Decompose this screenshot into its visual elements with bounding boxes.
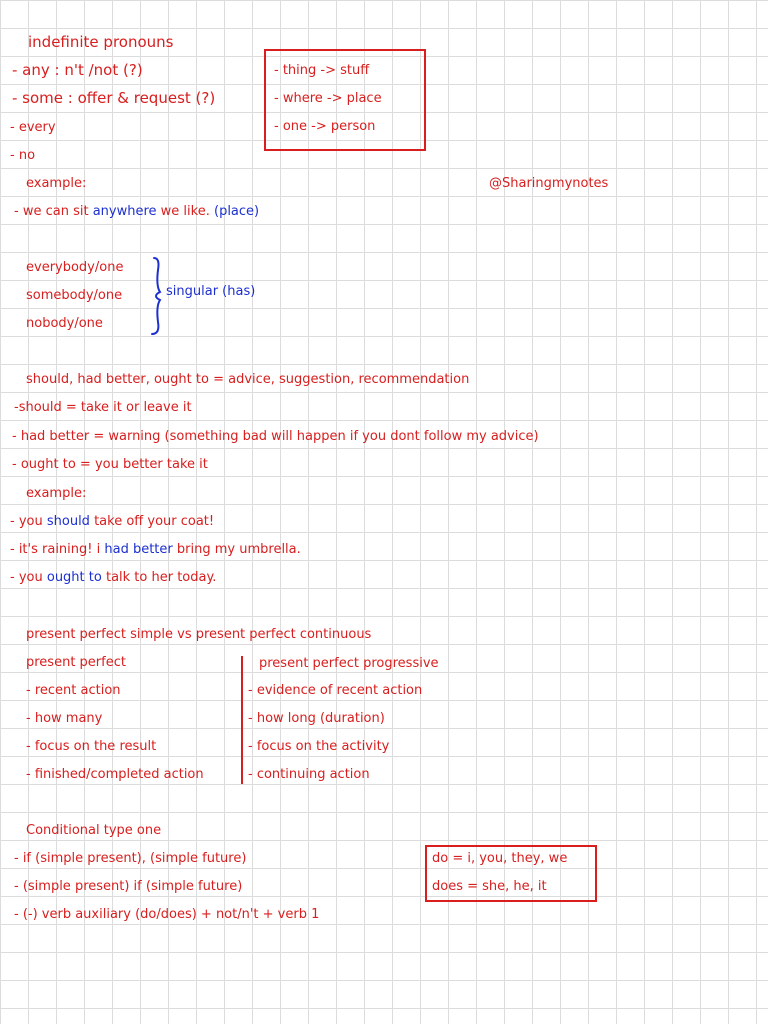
pronoun-item-any: - any : n't /not (?) <box>12 61 143 79</box>
group-item-somebody: somebody/one <box>26 288 123 303</box>
advice-example-1-highlight: should <box>46 514 90 529</box>
tense-divider <box>241 656 243 784</box>
conditional-item: - (-) verb auxiliary (do/does) + not/n't + verb 1 <box>14 907 320 922</box>
tense-right-item: - how long (duration) <box>248 711 385 726</box>
tense-left-item: - focus on the result <box>26 739 157 754</box>
group-label-singular: singular (has) <box>166 284 256 299</box>
pronoun-box-line-where: - where -> place <box>274 91 382 106</box>
do-line: do = i, you, they, we <box>432 851 568 866</box>
section-title-conditional: Conditional type one <box>26 823 162 838</box>
advice-example-3-highlight: ought to <box>46 570 102 585</box>
advice-example-label: example: <box>26 486 87 501</box>
pronoun-example-note: (place) <box>214 204 260 219</box>
advice-example-3 <box>10 570 216 586</box>
pronoun-example-post: we like. <box>160 204 210 219</box>
section-title-advice: should, had better, ought to = advice, suggestion, recommendation <box>26 372 470 387</box>
advice-example-2 <box>10 542 301 558</box>
pronoun-item-every: - every <box>10 120 56 135</box>
tense-left-header: present perfect <box>26 655 126 670</box>
pronoun-example-pre: - we can sit <box>14 204 89 219</box>
tense-right-item: - focus on the activity <box>248 739 390 754</box>
advice-example-3-pre: - you <box>10 570 43 585</box>
advice-example-1-post: take off your coat! <box>94 514 215 529</box>
pronoun-item-no: - no <box>10 148 36 163</box>
conditional-item: - (simple present) if (simple future) <box>14 879 243 894</box>
pronoun-box-line-one: - one -> person <box>274 119 376 134</box>
advice-item-ought-to: - ought to = you better take it <box>12 457 208 472</box>
tense-left-item: - finished/completed action <box>26 767 204 782</box>
tense-left-item: - recent action <box>26 683 121 698</box>
conditional-item: - if (simple present), (simple future) <box>14 851 247 866</box>
pronoun-example-label: example: <box>26 176 87 191</box>
tense-right-item: - continuing action <box>248 767 370 782</box>
advice-example-2-post: bring my umbrella. <box>176 542 301 557</box>
tense-right-item: - evidence of recent action <box>248 683 423 698</box>
pronoun-box-line-thing: - thing -> stuff <box>274 63 370 78</box>
group-item-nobody: nobody/one <box>26 316 103 331</box>
advice-example-1-pre: - you <box>10 514 43 529</box>
pronoun-example-sentence <box>14 204 259 220</box>
does-line: does = she, he, it <box>432 879 547 894</box>
signature: @Sharingmynotes <box>489 176 609 191</box>
tense-left-item: - how many <box>26 711 103 726</box>
advice-item-had-better: - had better = warning (something bad will happen if you dont follow my advice) <box>12 429 539 444</box>
advice-example-2-highlight: had better <box>104 542 173 557</box>
advice-example-2-pre: - it's raining! i <box>10 542 101 557</box>
advice-example-3-post: talk to her today. <box>105 570 217 585</box>
section-title-pronouns: indefinite pronouns <box>28 33 174 51</box>
advice-example-1 <box>10 514 214 530</box>
tense-right-header: present perfect progressive <box>259 656 439 671</box>
section-title-tenses: present perfect simple vs present perfect continuous <box>26 627 372 642</box>
pronoun-example-highlight: anywhere <box>92 204 157 219</box>
curly-brace-icon <box>146 256 166 336</box>
group-item-everybody: everybody/one <box>26 260 124 275</box>
advice-item-should: -should = take it or leave it <box>14 400 192 415</box>
pronoun-item-some: - some : offer & request (?) <box>12 89 216 107</box>
